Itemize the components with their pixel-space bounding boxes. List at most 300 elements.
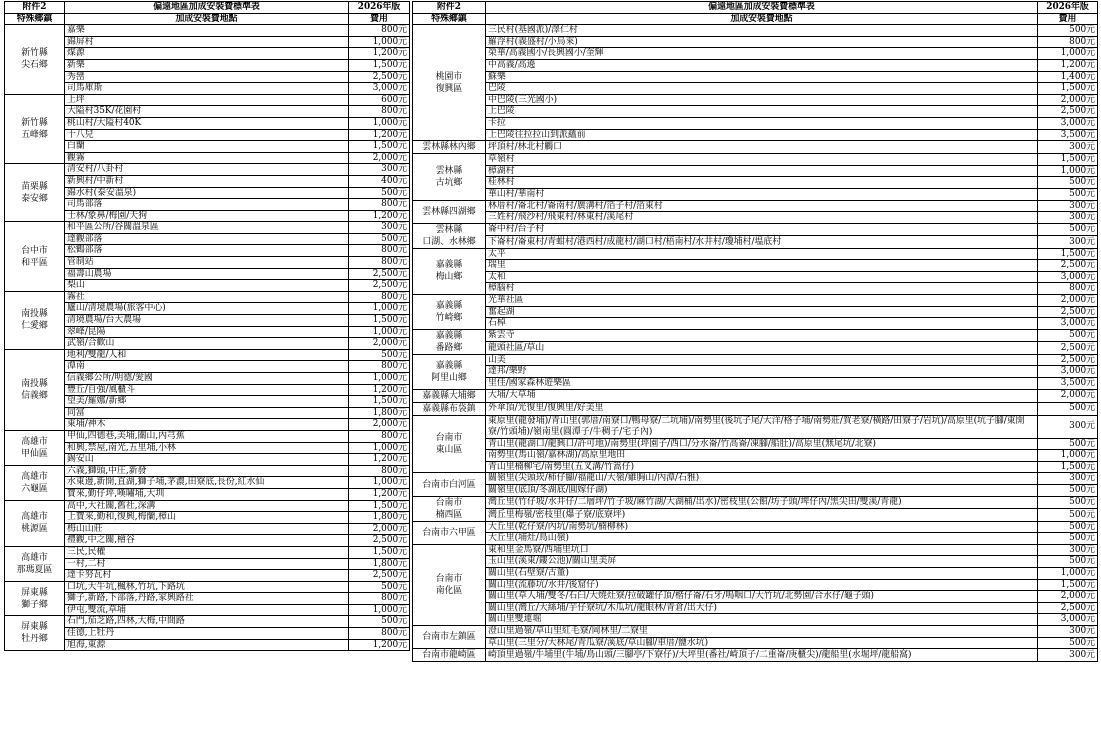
table-row — [413, 271, 1098, 283]
fee-cell: 1,000元 — [1038, 450, 1098, 462]
place-cell: 秀巒 — [65, 71, 349, 83]
town-group-cell: 屏東縣 獅子鄉 — [5, 581, 65, 616]
place-cell: 水東邊,新開,直湖,獅子埔,茅濃,田寮底,長份,紅水仙 — [65, 477, 349, 489]
town-group-cell: 雲林縣林內鄉 — [413, 141, 486, 154]
place-cell: 煤源 — [65, 48, 349, 60]
fee-cell: 2,500元 — [1038, 354, 1098, 366]
fee-cell: 1,500元 — [349, 59, 410, 71]
fee-cell: 1,500元 — [1038, 154, 1098, 166]
fee-cell: 800元 — [349, 361, 410, 373]
town-group-cell: 台中市 和平區 — [5, 222, 65, 292]
place-cell: 桂林村 — [486, 177, 1038, 189]
fee-cell: 1,800元 — [349, 407, 410, 419]
table-row — [413, 461, 1098, 473]
fee-cell: 1,500元 — [349, 141, 410, 153]
table-row — [5, 175, 410, 187]
fee-cell: 2,000元 — [1038, 591, 1098, 603]
column-header-place: 加成安裝費地點 — [65, 13, 349, 25]
table-row — [5, 94, 410, 106]
fee-cell: 2,000元 — [349, 338, 410, 350]
fee-table-sheet — [4, 1, 1097, 746]
town-group-cell: 嘉義縣大埔鄉 — [413, 389, 486, 402]
fee-cell: 1,500元 — [349, 546, 410, 558]
place-cell: 灣丘里梅嶺/密枝里(爆子寮/底寮坪) — [486, 509, 1038, 522]
table-row — [413, 283, 1098, 295]
place-cell: 草山里(三里分/大林尾/青瓜寮/溪底/草山腳/車厝/鹽水坑) — [486, 637, 1038, 649]
table-row — [413, 154, 1098, 166]
table-row — [5, 512, 410, 524]
place-cell: 大隘村35K/花園村 — [65, 106, 349, 118]
fee-cell: 2,000元 — [349, 152, 410, 164]
column-header-town: 特殊鄉鎮 — [413, 13, 486, 25]
fee-cell: 1,200元 — [1038, 59, 1098, 71]
place-cell: 林厝村/崙北村/崙南村/廣溝村/箔子村/箔東村 — [486, 200, 1038, 212]
fee-cell: 1,000元 — [349, 604, 410, 616]
place-cell: 六義,獅頭,中庄,新發 — [65, 465, 349, 477]
place-cell: 中高義/高遶 — [486, 59, 1038, 71]
table-row — [5, 384, 410, 396]
table-row — [413, 450, 1098, 462]
place-cell: 樟腦村 — [486, 283, 1038, 295]
place-cell: 旭海,東源 — [65, 639, 349, 651]
fee-cell: 500元 — [1038, 329, 1098, 342]
fee-cell: 1,500元 — [1038, 579, 1098, 591]
town-group-cell: 台南市左鎮區 — [413, 625, 486, 648]
fee-cell: 3,000元 — [1038, 318, 1098, 330]
fee-cell: 800元 — [349, 106, 410, 118]
fee-cell: 800元 — [349, 245, 410, 257]
place-cell: 和平區公所/谷關溫泉區 — [65, 222, 349, 234]
fee-cell: 1,000元 — [1038, 567, 1098, 579]
place-cell: 福壽山農場 — [65, 268, 349, 280]
fee-cell: 1,200元 — [349, 488, 410, 500]
place-cell: 三姓村/飛沙村/飛東村/林東村/溪尾村 — [486, 212, 1038, 224]
fee-cell: 2,000元 — [1038, 389, 1098, 402]
place-cell: 青山里(龍湖口/龍興口/許可地)/南勢里(坪園子/西口/分水崙/竹高崙/凍腳/船肚)/高原里(無尾坑/北寮) — [486, 438, 1038, 450]
fee-cell: 1,000元 — [349, 36, 410, 48]
fee-cell: 2,500元 — [1038, 342, 1098, 355]
fee-cell: 800元 — [349, 465, 410, 477]
place-cell: 東原里(龍發埔)/青山里(郭厝/南寮口/鴨母寮/二坑埔)/南勢里(後坑子尾/大洋/格子埔/南勢莊/賀老寮/橫路/田寮子/岩坑)/高原里(坑子腳/東開寮/竹頭埔)/嶺南里(圓潭子/牛稠子/宅子內) — [486, 415, 1038, 438]
fee-cell: 500元 — [1038, 509, 1098, 522]
table-row — [5, 535, 410, 547]
table-row — [413, 366, 1098, 378]
place-cell: 望美/羅娜/新鄉 — [65, 396, 349, 408]
fee-cell: 1,500元 — [1038, 248, 1098, 260]
table-row — [413, 200, 1098, 212]
place-cell: 外傘頂/光復里/復興里/好美里 — [486, 402, 1038, 415]
town-group-cell: 嘉義縣 竹崎鄉 — [413, 295, 486, 330]
table-row — [5, 628, 410, 640]
version-label: 2026年版 — [1038, 2, 1098, 14]
fee-cell: 2,000元 — [349, 523, 410, 535]
column-header-place: 加成安裝費地點 — [486, 13, 1038, 25]
table-title: 偏遠地區加成安裝費標準表 — [65, 2, 349, 14]
place-cell: 廬山/清境農場(旅客中心) — [65, 303, 349, 315]
table-row — [413, 25, 1098, 37]
town-group-cell: 台南市六甲區 — [413, 521, 486, 544]
table-row — [413, 649, 1098, 662]
fee-cell: 1,500元 — [349, 315, 410, 327]
table-row — [5, 129, 410, 141]
place-cell: 東埔/神木 — [65, 419, 349, 431]
table-row — [413, 117, 1098, 129]
fee-cell: 800元 — [349, 199, 410, 211]
table-row — [5, 523, 410, 535]
column-header-town: 特殊鄉鎮 — [5, 13, 65, 25]
fee-cell: 800元 — [349, 291, 410, 303]
table-row — [413, 342, 1098, 355]
fee-cell: 3,000元 — [1038, 366, 1098, 378]
fee-cell: 500元 — [1038, 177, 1098, 189]
town-group-cell: 台南市龍崎區 — [413, 649, 486, 662]
town-group-cell: 嘉義縣 阿里山鄉 — [413, 354, 486, 389]
title-row — [413, 2, 1098, 14]
place-cell: 卡拉 — [486, 117, 1038, 129]
place-cell: 豐丘/自強/風櫃斗 — [65, 384, 349, 396]
table-row — [413, 48, 1098, 60]
table-row — [5, 303, 410, 315]
place-cell: 獅子,新路,下部落,丹路,家興路社 — [65, 593, 349, 605]
fee-cell: 2,500元 — [1038, 306, 1098, 318]
table-row — [413, 591, 1098, 603]
fee-cell: 600元 — [349, 94, 410, 106]
table-row — [413, 223, 1098, 236]
table-row — [5, 604, 410, 616]
table-row — [5, 210, 410, 222]
place-cell: 榮華/高義國小/長興國小/奎輝 — [486, 48, 1038, 60]
table-row — [413, 402, 1098, 415]
place-cell: 寶來,勤仔坪,嘆嘯埔,大圳 — [65, 488, 349, 500]
table-row — [413, 306, 1098, 318]
place-cell: 坪頂村/林北村觸口 — [486, 141, 1038, 154]
place-cell: 十八兒 — [65, 129, 349, 141]
table-row — [413, 496, 1098, 509]
town-group-cell: 台南市 東山區 — [413, 415, 486, 473]
town-group-cell: 嘉義縣布袋鎮 — [413, 402, 486, 415]
fee-cell: 300元 — [1038, 141, 1098, 154]
place-cell: 霧社 — [65, 291, 349, 303]
version-label: 2026年版 — [349, 2, 410, 14]
place-cell: 桃山村/大隘村40K — [65, 117, 349, 129]
table-row — [413, 71, 1098, 83]
place-cell: 達邦/樂野 — [486, 366, 1038, 378]
place-cell: 關嶺里(底頂/冬湖底/圓嫁仔湖) — [486, 485, 1038, 497]
fee-cell: 3,000元 — [1038, 117, 1098, 129]
fee-cell: 3,000元 — [1038, 271, 1098, 283]
place-cell: 關山里(草人埔/雙冬/石臼/大燒灶寮/拉破罐仔頂/楷仔崙/石牙/嗚咽口/大竹坑/北勢園/合水仔/龜子頭) — [486, 591, 1038, 603]
place-cell: 上寶來,勤和,復興,梅蘭,樟山 — [65, 512, 349, 524]
table-row — [413, 509, 1098, 522]
fee-cell: 1,800元 — [349, 512, 410, 524]
fee-cell: 1,800元 — [349, 558, 410, 570]
fee-cell: 500元 — [349, 349, 410, 361]
table-row — [5, 326, 410, 338]
place-cell: 澄山里過嶺/草山里紅毛寮/岡林里/二寮里 — [486, 625, 1038, 637]
right-table-panel — [412, 1, 1097, 662]
table-row — [413, 236, 1098, 249]
fee-cell: 1,500元 — [1038, 83, 1098, 95]
town-group-cell: 高雄市 六龜區 — [5, 465, 65, 500]
table-row — [5, 152, 410, 164]
table-row — [5, 59, 410, 71]
table-row — [5, 338, 410, 350]
table-row — [5, 187, 410, 199]
table-row — [5, 500, 410, 512]
place-cell: 伊屯,雙流,草埔 — [65, 604, 349, 616]
fee-cell: 500元 — [1038, 438, 1098, 450]
place-cell: 瑞里 — [486, 260, 1038, 272]
fee-cell: 1,000元 — [349, 442, 410, 454]
table-row — [413, 637, 1098, 649]
fee-cell: 1,000元 — [349, 117, 410, 129]
table-row — [5, 419, 410, 431]
place-cell: 武嶺/合歡山 — [65, 338, 349, 350]
table-row — [5, 280, 410, 292]
fee-cell: 2,500元 — [349, 71, 410, 83]
fee-cell: 500元 — [1038, 533, 1098, 545]
place-cell: 關山里雙連堀 — [486, 614, 1038, 626]
place-cell: 三民,民權 — [65, 546, 349, 558]
place-cell: 一村,二村 — [65, 558, 349, 570]
town-group-cell: 新竹縣 尖石鄉 — [5, 25, 65, 95]
table-row — [413, 485, 1098, 497]
table-row — [5, 164, 410, 176]
place-cell: 東和里金馬寮/西埔里坑口 — [486, 544, 1038, 556]
fee-cell: 800元 — [349, 430, 410, 442]
fee-cell: 500元 — [1038, 637, 1098, 649]
table-row — [413, 579, 1098, 591]
column-header-fee: 費用 — [349, 13, 410, 25]
place-cell: 潭南 — [65, 361, 349, 373]
fee-cell: 1,500元 — [349, 396, 410, 408]
place-cell: 達卡努瓦村 — [65, 570, 349, 582]
table-row — [5, 558, 410, 570]
table-row — [413, 389, 1098, 402]
table-row — [413, 106, 1098, 118]
appendix-label: 附件2 — [413, 2, 486, 14]
table-row — [5, 83, 410, 95]
place-cell: 新樂 — [65, 59, 349, 71]
table-row — [5, 36, 410, 48]
fee-cell: 1,200元 — [349, 384, 410, 396]
place-cell: 奮起湖 — [486, 306, 1038, 318]
table-row — [413, 438, 1098, 450]
table-row — [413, 473, 1098, 485]
table-row — [5, 141, 410, 153]
appendix-label: 附件2 — [5, 2, 65, 14]
place-cell: 清安村/八卦村 — [65, 164, 349, 176]
fee-cell: 800元 — [1038, 283, 1098, 295]
table-row — [5, 268, 410, 280]
place-cell: 錦屏村 — [65, 36, 349, 48]
fee-cell: 2,000元 — [1038, 295, 1098, 307]
town-group-cell: 高雄市 桃源區 — [5, 500, 65, 546]
fee-cell: 500元 — [1038, 496, 1098, 509]
table-row — [413, 248, 1098, 260]
place-cell: 羅浮村(義盛村/小烏來) — [486, 36, 1038, 48]
fee-cell: 2,500元 — [349, 280, 410, 292]
town-group-cell: 高雄市 那瑪夏區 — [5, 546, 65, 581]
table-row — [413, 614, 1098, 626]
table-row — [5, 25, 410, 37]
place-cell: 三民村(基國派)/澤仁村 — [486, 25, 1038, 37]
place-cell: 甲仙,四德巷,美埔,關山,內芎蕉 — [65, 430, 349, 442]
town-group-cell: 雲林縣 古坑鄉 — [413, 154, 486, 200]
place-cell: 大丘里(乾仔寮/內坑/南勢坑/楠柳林) — [486, 521, 1038, 533]
fee-cell: 500元 — [1038, 402, 1098, 415]
fee-cell: 3,500元 — [1038, 129, 1098, 141]
table-row — [5, 442, 410, 454]
fee-cell: 1,200元 — [349, 210, 410, 222]
table-row — [413, 94, 1098, 106]
town-group-cell: 台南市 楠西區 — [413, 496, 486, 521]
place-cell: 和興,禁屋,南光,五里埔,小林 — [65, 442, 349, 454]
fee-cell: 300元 — [1038, 212, 1098, 224]
place-cell: 口坑,大牛坑,楓林,竹坑,下路坑 — [65, 581, 349, 593]
table-row — [413, 141, 1098, 154]
fee-cell: 300元 — [1038, 544, 1098, 556]
table-row — [413, 567, 1098, 579]
town-group-cell: 高雄市 甲仙區 — [5, 430, 65, 465]
fee-cell: 2,500元 — [349, 535, 410, 547]
fee-cell: 3,000元 — [1038, 614, 1098, 626]
place-cell: 錫安山 — [65, 454, 349, 466]
town-group-cell: 台南市白河區 — [413, 473, 486, 496]
table-row — [5, 315, 410, 327]
table-row — [5, 106, 410, 118]
fee-cell: 1,000元 — [349, 303, 410, 315]
place-cell: 玉山里(溪東/鏤公池)/關山里美屏 — [486, 556, 1038, 568]
place-cell: 地利/雙龍/人和 — [65, 349, 349, 361]
table-row — [413, 36, 1098, 48]
table-row — [5, 570, 410, 582]
place-cell: 山美 — [486, 354, 1038, 366]
place-cell: 樟湖村 — [486, 165, 1038, 177]
place-cell: 關嶺里(尖頭崁/柿仔腳/福龍山/大嶺/雞胸山/內潭/石雅) — [486, 473, 1038, 485]
table-row — [5, 71, 410, 83]
place-cell: 灣丘里(竹仔坡/水井仔/二層坪/竹子坡/麻竹湖/大湖桶/出水)/密枝里(公館/坊子頭/埤仔內/黑尖田/雙溪/青龍) — [486, 496, 1038, 509]
table-row — [413, 59, 1098, 71]
table-row — [5, 233, 410, 245]
place-cell: 新興村/中新村 — [65, 175, 349, 187]
place-cell: 里佳/國家森林遊樂區 — [486, 378, 1038, 390]
place-cell: 龍頭社區/草山 — [486, 342, 1038, 355]
place-cell: 石門,茄芝路,四林,大梅,中間路 — [65, 616, 349, 628]
table-row — [5, 291, 410, 303]
right-fee-table — [412, 1, 1098, 662]
fee-cell: 1,400元 — [1038, 71, 1098, 83]
place-cell: 關山里(流藤坑/水井/後窟仔) — [486, 579, 1038, 591]
fee-cell: 2,500元 — [1038, 106, 1098, 118]
table-row — [5, 199, 410, 211]
title-row — [5, 2, 410, 14]
fee-cell: 1,200元 — [349, 639, 410, 651]
table-row — [5, 639, 410, 651]
place-cell: 下崙村/崙東村/青蚶村/港西村/成龍村/湖口村/梧南村/水井村/瓊埔村/塭底村 — [486, 236, 1038, 249]
place-cell: 巴陵 — [486, 83, 1038, 95]
place-cell: 禮觀,中之關,檜谷 — [65, 535, 349, 547]
fee-cell: 2,000元 — [1038, 94, 1098, 106]
place-cell: 翠峰/昆陽 — [65, 326, 349, 338]
fee-cell: 500元 — [1038, 223, 1098, 236]
table-row — [5, 454, 410, 466]
place-cell: 大丘里(埔灶/鳥山嶺) — [486, 533, 1038, 545]
place-cell: 觀霧 — [65, 152, 349, 164]
table-row — [413, 295, 1098, 307]
table-row — [5, 593, 410, 605]
place-cell: 上坪 — [65, 94, 349, 106]
fee-cell: 500元 — [349, 581, 410, 593]
table-row — [413, 260, 1098, 272]
fee-cell: 500元 — [1038, 556, 1098, 568]
table-row — [5, 373, 410, 385]
table-row — [413, 544, 1098, 556]
place-cell: 司馬庫斯 — [65, 83, 349, 95]
fee-cell: 2,500元 — [349, 570, 410, 582]
fee-cell: 1,200元 — [349, 129, 410, 141]
left-table-panel — [4, 1, 409, 651]
place-cell: 佳德,上牡丹 — [65, 628, 349, 640]
fee-cell: 1,200元 — [349, 454, 410, 466]
town-group-cell: 嘉義縣 番路鄉 — [413, 329, 486, 354]
fee-cell: 800元 — [349, 25, 410, 37]
table-row — [413, 129, 1098, 141]
fee-cell: 1,000元 — [349, 373, 410, 385]
place-cell: 司馬部落 — [65, 199, 349, 211]
table-row — [5, 488, 410, 500]
place-cell: 太和 — [486, 271, 1038, 283]
fee-cell: 300元 — [1038, 625, 1098, 637]
place-cell: 中巴陵(三光國小) — [486, 94, 1038, 106]
fee-cell: 800元 — [349, 257, 410, 269]
place-cell: 達觀部落 — [65, 233, 349, 245]
place-cell: 蘇樂 — [486, 71, 1038, 83]
place-cell: 松鶴部落 — [65, 245, 349, 257]
fee-cell: 1,000元 — [349, 477, 410, 489]
town-group-cell: 雲林縣四湖鄉 — [413, 200, 486, 223]
fee-cell: 300元 — [1038, 473, 1098, 485]
table-row — [5, 477, 410, 489]
fee-cell: 300元 — [349, 222, 410, 234]
table-title: 偏遠地區加成安裝費標準表 — [486, 2, 1038, 14]
place-cell: 上巴陵往拉拉山到派蘊前 — [486, 129, 1038, 141]
column-header-fee: 費用 — [1038, 13, 1098, 25]
place-cell: 白蘭 — [65, 141, 349, 153]
fee-cell: 500元 — [349, 233, 410, 245]
place-cell: 崙中村/台子村 — [486, 223, 1038, 236]
place-cell: 草嶺村 — [486, 154, 1038, 166]
table-row — [5, 396, 410, 408]
table-row — [413, 378, 1098, 390]
place-cell: 上巴陵 — [486, 106, 1038, 118]
fee-cell: 3,500元 — [1038, 378, 1098, 390]
fee-cell: 2,500元 — [349, 268, 410, 280]
fee-cell: 500元 — [1038, 188, 1098, 200]
fee-cell: 400元 — [349, 175, 410, 187]
place-cell: 崎頂里過嶺/牛埔里(牛埔/鳥山頭/三腳亭/下寮仔)/大坪里(番社/崎頂子/二重崙/庚櫃尖)/龍船里(水堀坪/龍船窩) — [486, 649, 1038, 662]
fee-cell: 300元 — [1038, 649, 1098, 662]
fee-cell: 500元 — [349, 616, 410, 628]
place-cell: 石棹 — [486, 318, 1038, 330]
table-row — [413, 212, 1098, 224]
table-row — [5, 546, 410, 558]
table-row — [5, 407, 410, 419]
table-row — [413, 318, 1098, 330]
place-cell: 關山里(灣丘/大絲埔/芋仔寮坑/木瓜坑/龍眼林/青倉/出大仔) — [486, 602, 1038, 614]
town-group-cell: 嘉義縣 梅山鄉 — [413, 248, 486, 294]
fee-cell: 500元 — [1038, 25, 1098, 37]
